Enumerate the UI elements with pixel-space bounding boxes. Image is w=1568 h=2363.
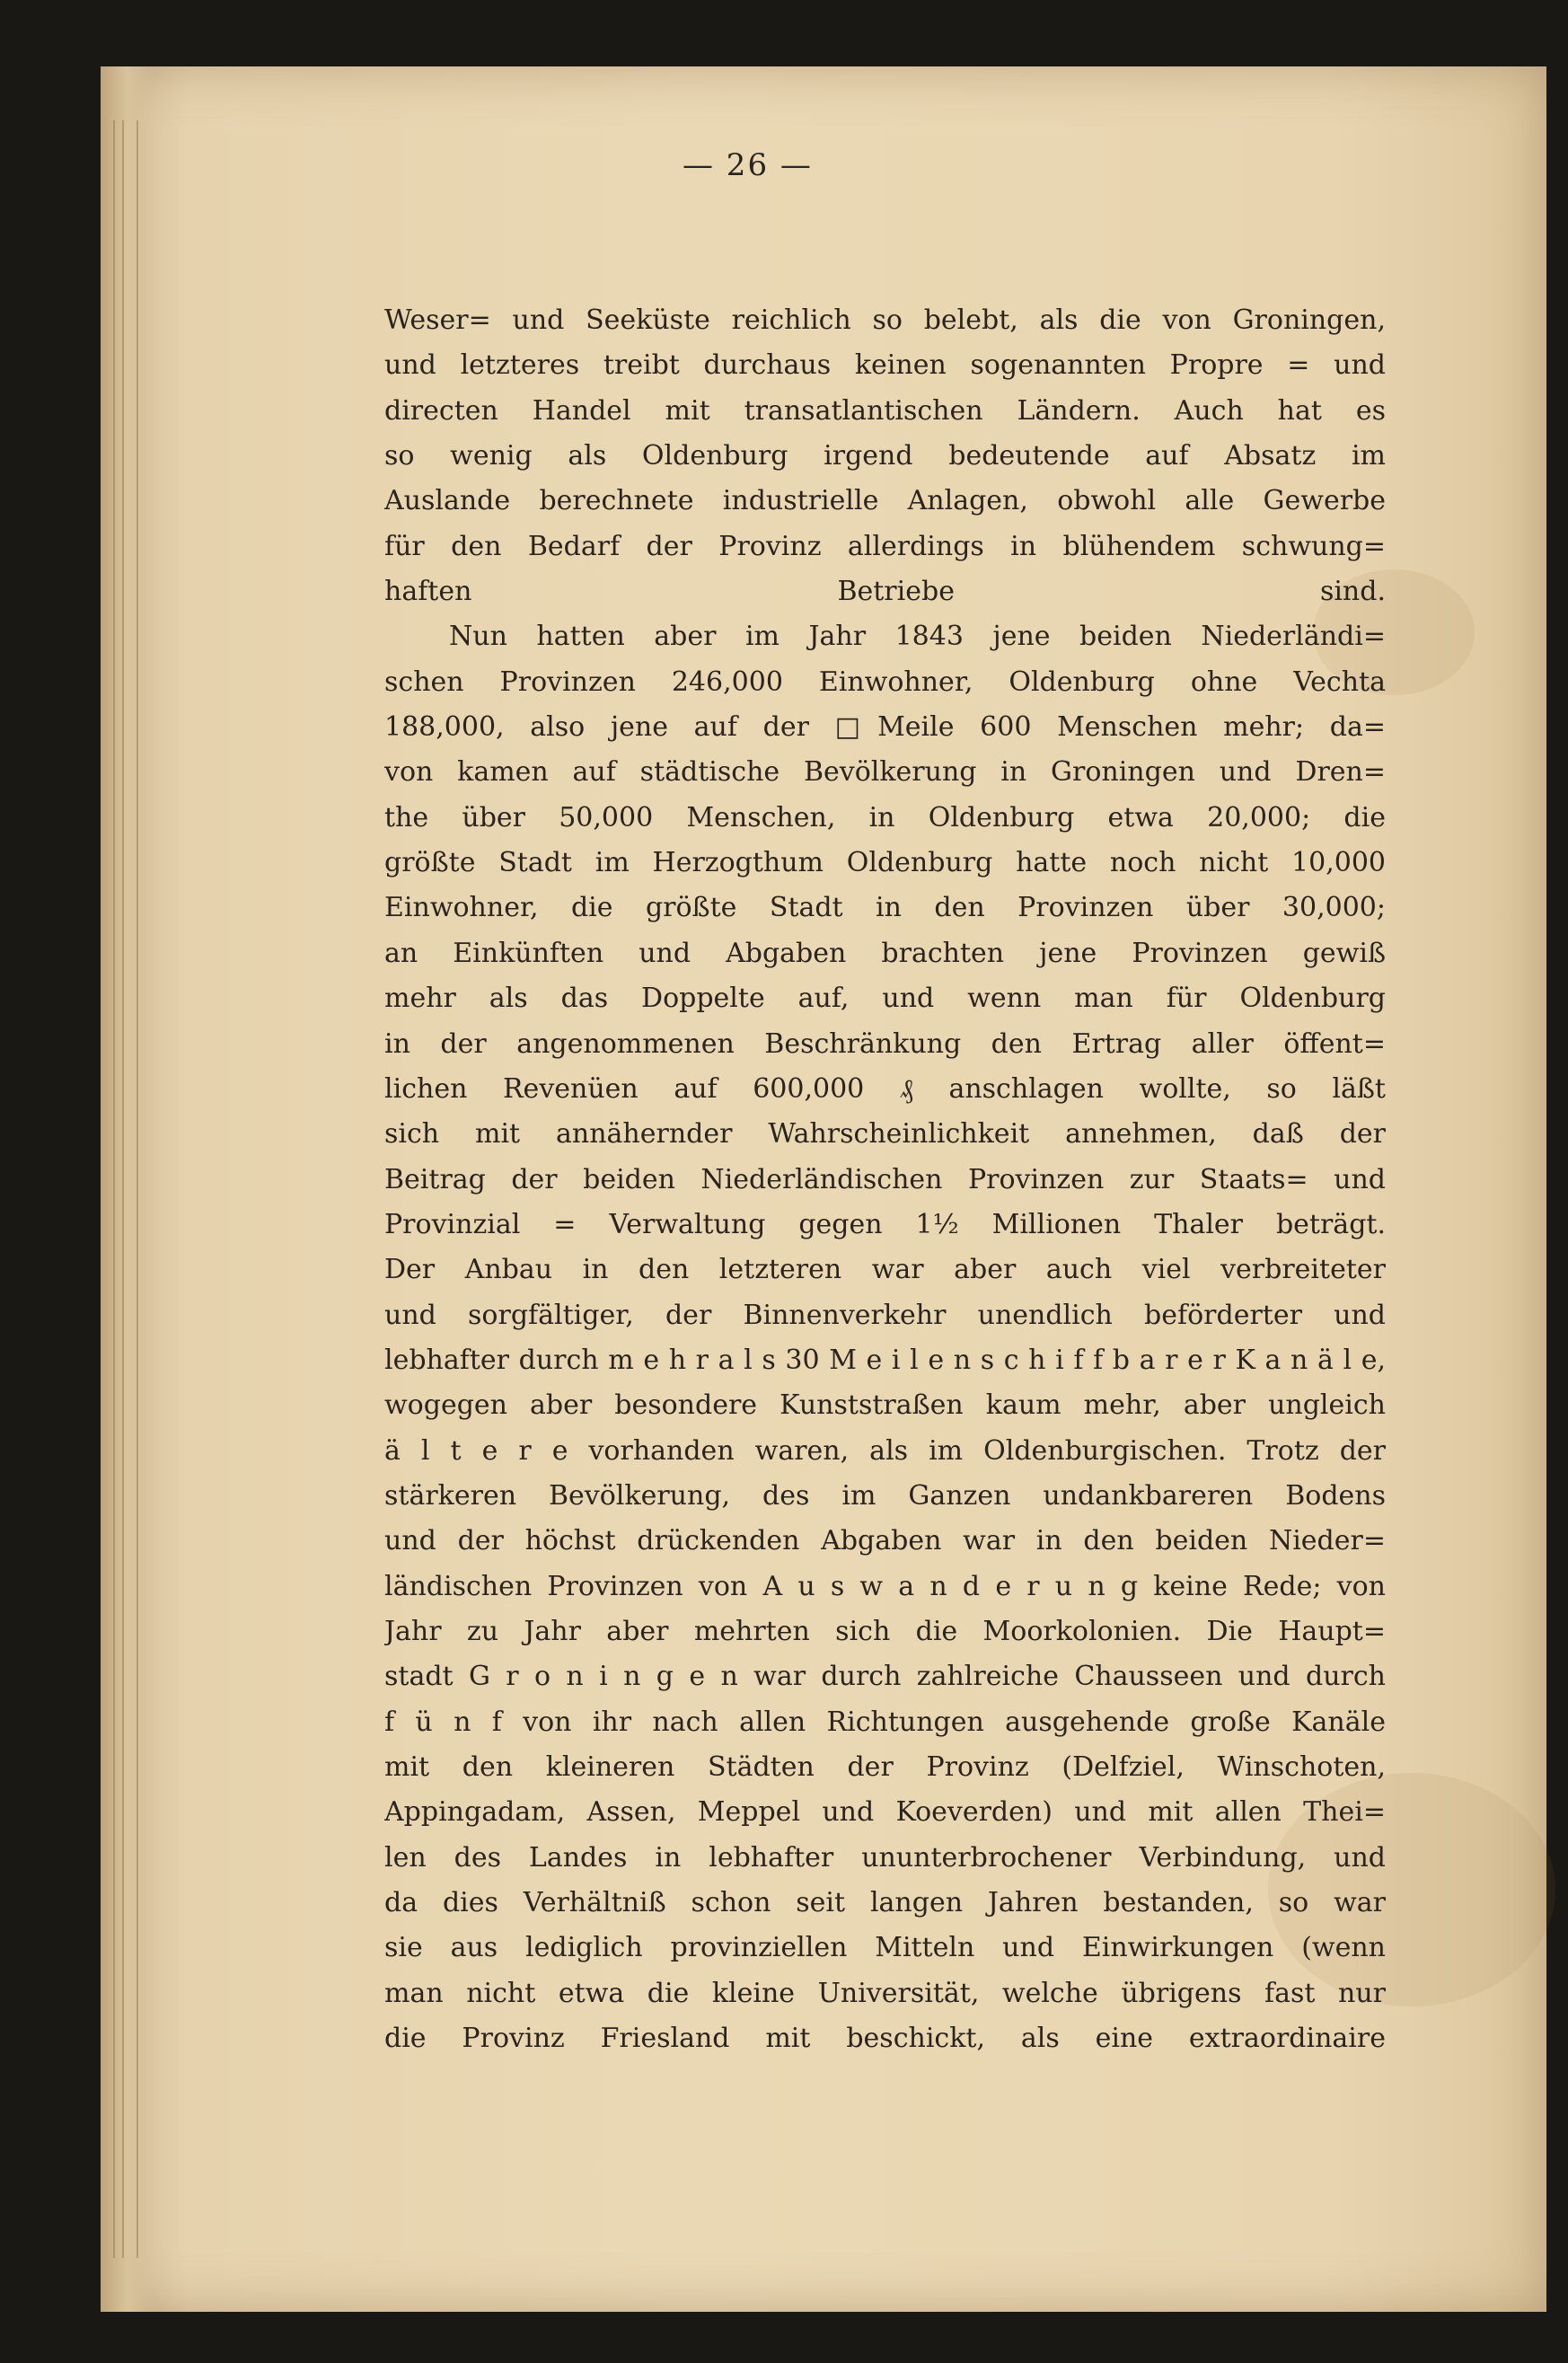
text-line: für den Bedarf der Provinz allerdings in blühendem schwung= [384, 530, 1386, 562]
text-line: Einwohner, die größte Stadt in den Provinzen über 30,000; [384, 892, 1386, 924]
text-line: so wenig als Oldenburg irgend bedeutende auf Absatz im [384, 440, 1386, 472]
text-line: the über 50,000 Menschen, in Oldenburg etwa 20,000; die [384, 801, 1386, 833]
text-line: f ü n f von ihr nach allen Richtungen ausgehende große Kanäle [384, 1706, 1386, 1738]
text-line: wogegen aber besondere Kunststraßen kaum mehr, aber ungleich [384, 1389, 1386, 1422]
text-line: stadt G r o n i n g e n war durch zahlreiche Chausseen und durch [384, 1661, 1386, 1693]
text-line: Nun hatten aber im Jahr 1843 jene beiden Niederländi= [449, 621, 1386, 653]
gutter-line [137, 120, 138, 2258]
text-line: Provinzial = Verwaltung gegen 1½ Millionen Thaler beträgt. [384, 1208, 1386, 1240]
text-line: Jahr zu Jahr aber mehrten sich die Moorkolonien. Die Haupt= [384, 1615, 1386, 1647]
text-line: len des Landes in lebhafter ununterbrochener Verbindung, und [384, 1841, 1386, 1874]
text-line: und der höchst drückenden Abgaben war in den beiden Nieder= [384, 1525, 1386, 1557]
text-line: größte Stadt im Herzogthum Oldenburg hatte noch nicht 10,000 [384, 847, 1386, 879]
text-line: Appingadam, Assen, Meppel und Koeverden) und mit allen Thei= [384, 1796, 1386, 1829]
text-line: lichen Revenüen auf 600,000 ₰ anschlagen wollte, so läßt [384, 1072, 1386, 1105]
text-line: 188,000, also jene auf der □Meile 600 Menschen mehr; da= [384, 711, 1386, 744]
body-text [384, 298, 1386, 2061]
text-line: ä l t e r e vorhanden waren, als im Oldenburgischen. Trotz der [384, 1434, 1386, 1467]
text-line: sie aus lediglich provinziellen Mitteln und Einwirkungen (wenn [384, 1932, 1386, 1964]
text-line: Der Anbau in den letzteren war aber auch viel verbreiteter [384, 1254, 1386, 1286]
text-line: lebhafter durch m e h r a l s 30 M e i l e n s c h i f f b a r e r K a n ä l e, [384, 1344, 1386, 1376]
text-line: mit den kleineren Städten der Provinz (Delfziel, Winschoten, [384, 1751, 1386, 1783]
page-number-header: — 26 — [683, 147, 813, 183]
text-line: von kamen auf städtische Bevölkerung in Groningen und Dren= [384, 756, 1386, 789]
text-line: Weser= und Seeküste reichlich so belebt, als die von Groningen, [384, 304, 1386, 336]
gutter-line [113, 120, 115, 2258]
text-line: sich mit annähernder Wahrscheinlichkeit annehmen, daß der [384, 1118, 1386, 1151]
text-line: schen Provinzen 246,000 Einwohner, Oldenburg ohne Vechta [384, 666, 1386, 698]
text-line: und letzteres treibt durchaus keinen sogenannten Propre = und [384, 349, 1386, 382]
text-line: stärkeren Bevölkerung, des im Ganzen undankbareren Bodens [384, 1479, 1386, 1512]
text-line: Auslande berechnete industrielle Anlagen, obwohl alle Gewerbe [384, 485, 1386, 517]
text-line: in der angenommenen Beschränkung den Ertrag aller öffent= [384, 1027, 1386, 1060]
text-line: directen Handel mit transatlantischen Ländern. Auch hat es [384, 394, 1386, 427]
text-line: da dies Verhältniß schon seit langen Jahren bestanden, so war [384, 1887, 1386, 1919]
text-line: man nicht etwa die kleine Universität, welche übrigens fast nur [384, 1977, 1386, 2009]
text-line: Beitrag der beiden Niederländischen Provinzen zur Staats= und [384, 1163, 1386, 1195]
text-line: die Provinz Friesland mit beschickt, als eine extraordinaire [384, 2023, 1386, 2055]
text-line: und sorgfältiger, der Binnenverkehr unendlich beförderter und [384, 1299, 1386, 1331]
page-gutter [101, 66, 154, 2312]
gutter-line [122, 120, 124, 2258]
text-line: mehr als das Doppelte auf, und wenn man für Oldenburg [384, 983, 1386, 1015]
text-line: haften Betriebe sind. [384, 576, 1386, 608]
text-line: ländischen Provinzen von A u s w a n d e r u n g keine Rede; von [384, 1570, 1386, 1602]
text-line: an Einkünften und Abgaben brachten jene Provinzen gewiß [384, 937, 1386, 969]
